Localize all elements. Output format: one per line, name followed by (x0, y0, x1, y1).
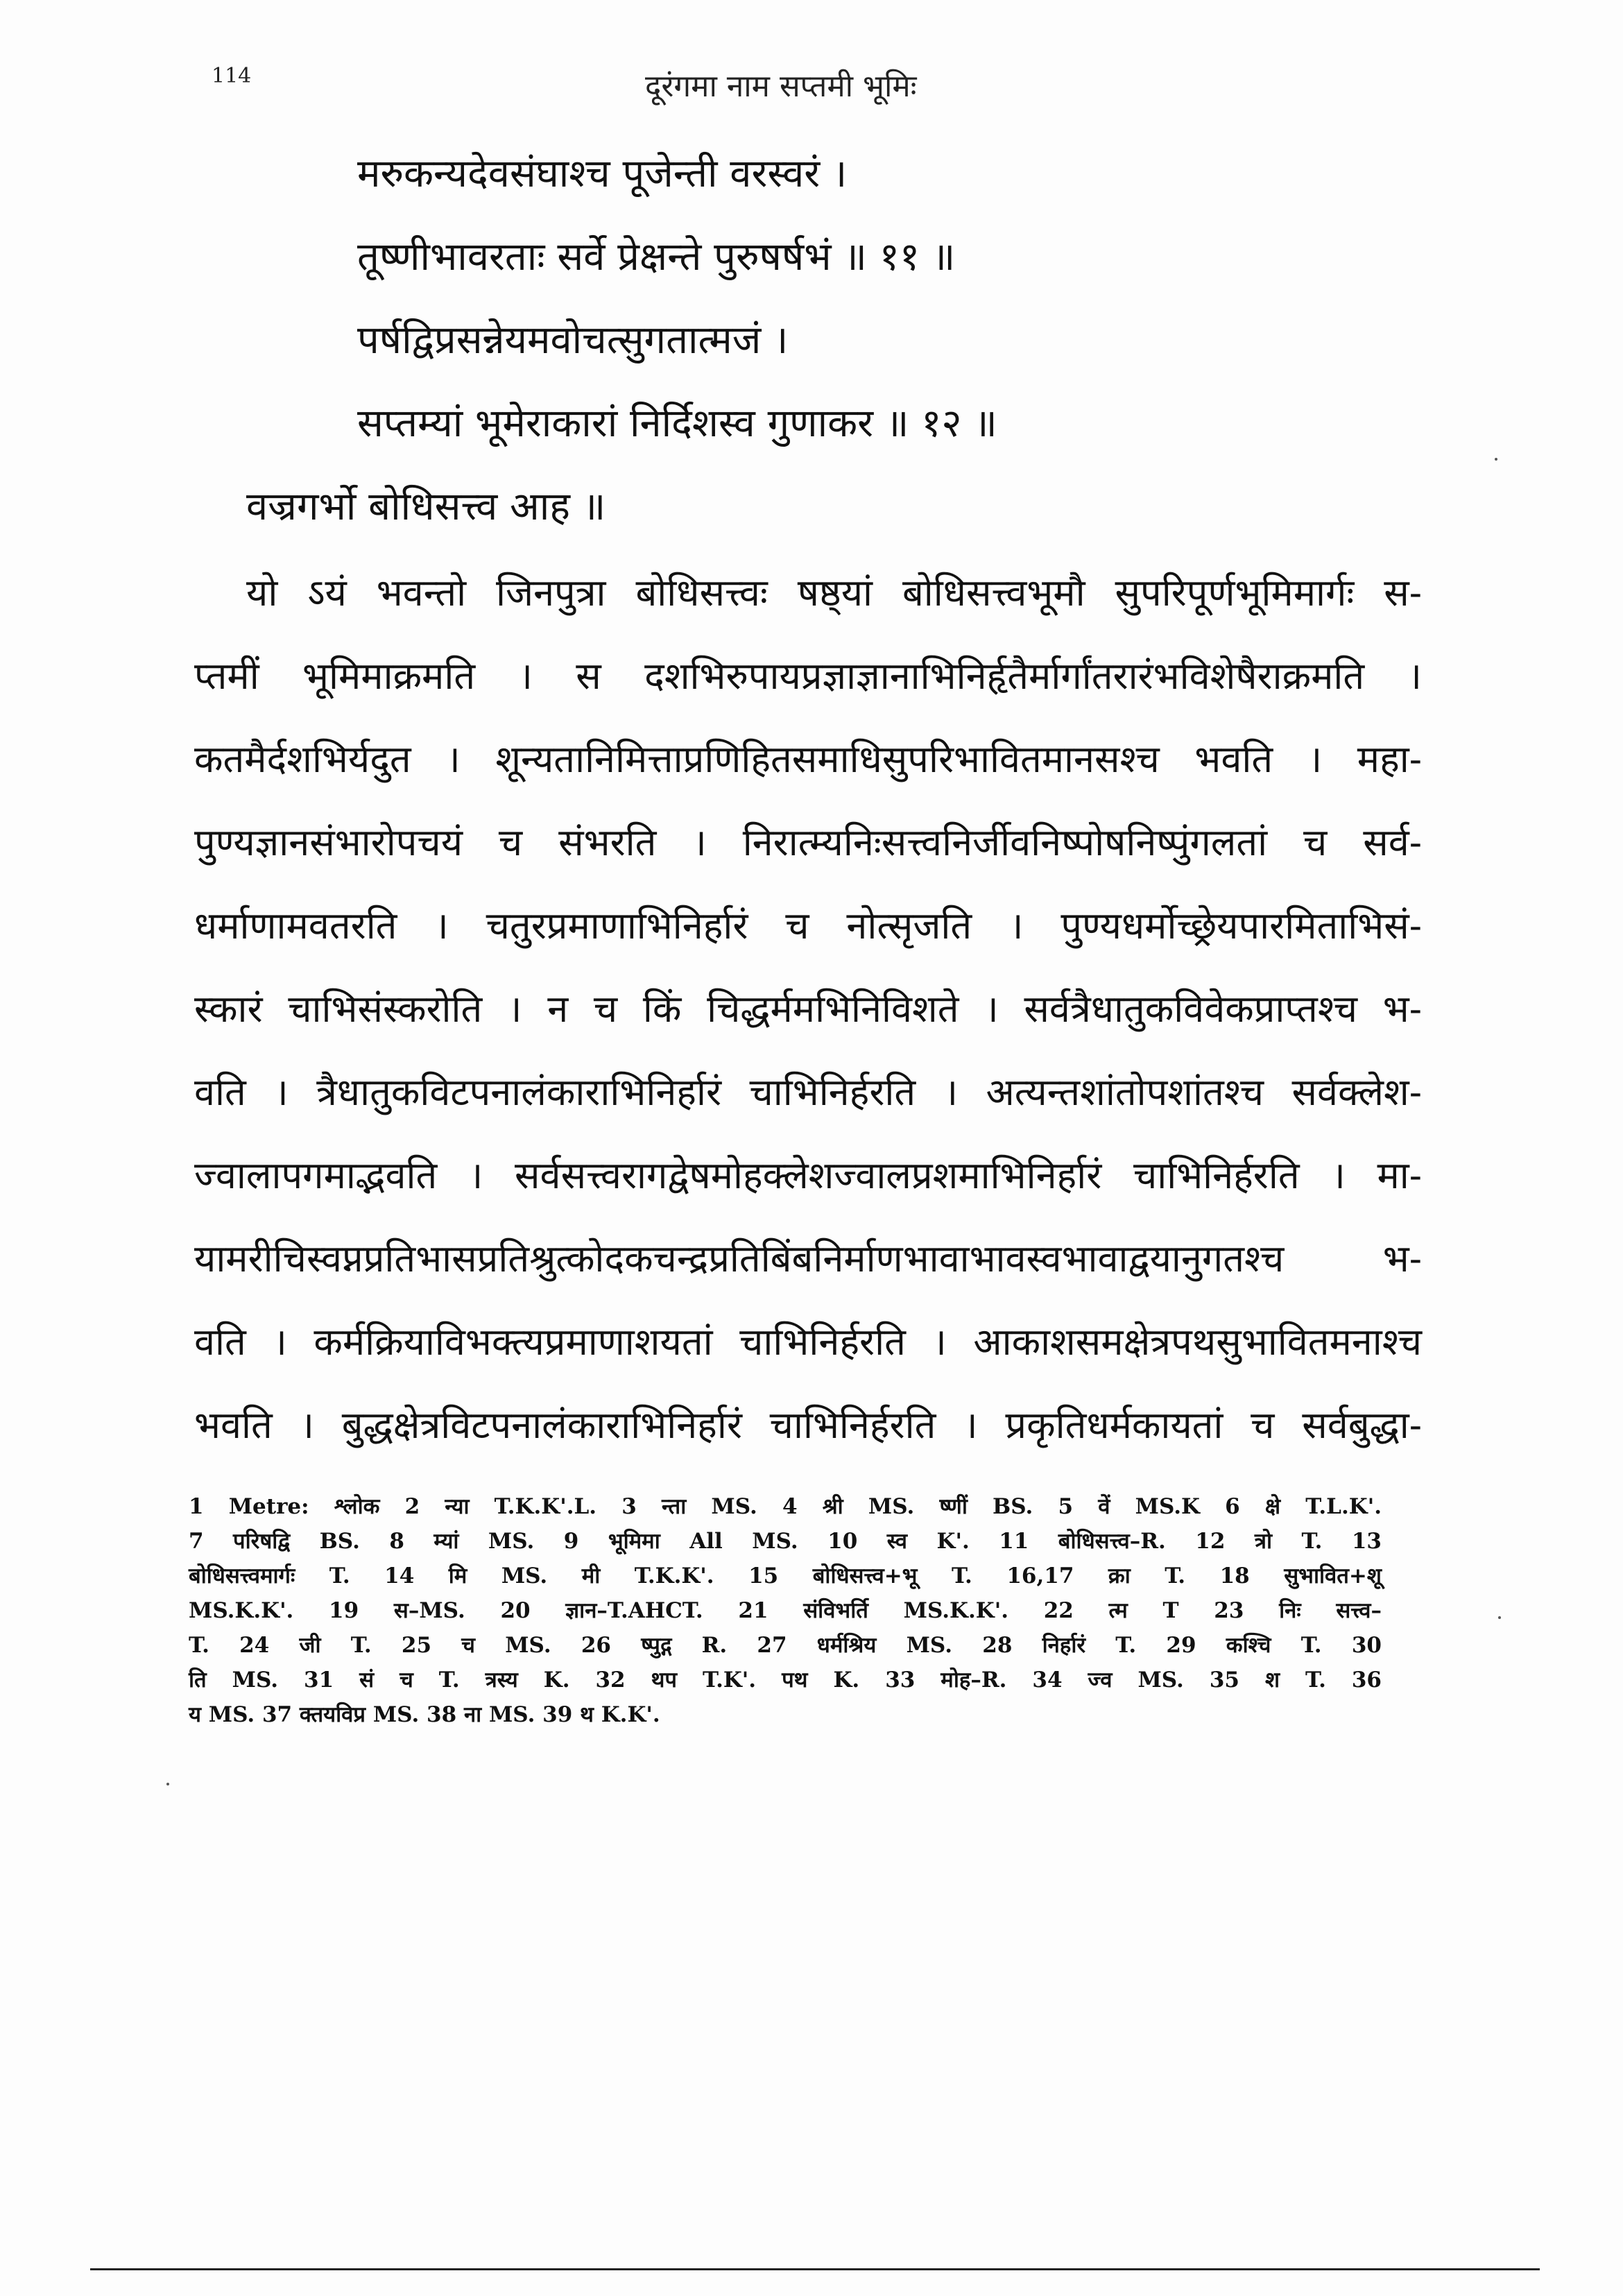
footnote-line: T. 24 जी T. 25 च MS. 26 ष्पुद्ग R. 27 धर्मश्रिय MS. 28 निर्हारं T. 29 कश्चि T. 30 (189, 1633, 1382, 1658)
footnote-line: MS.K.K'. 19 स–MS. 20 ज्ञान–T.AHCT. 21 संविभर्ति MS.K.K'. 22 त्म T 23 निः सत्त्व– (189, 1598, 1382, 1623)
verse-line: तूष्णीभावरताः सर्वे प्रेक्षन्ते पुरुषर्षभं ॥ ११ ॥ (357, 234, 956, 280)
running-head: दूरंगमा नाम सप्तमी भूमिः (645, 69, 917, 104)
footnote-line: बोधिसत्त्वमार्गः T. 14 मि MS. मी T.K.K'. 15 बोधिसत्त्व+भू T. 16,17 क्रा T. 18 सुभावित+शू (189, 1563, 1382, 1588)
footnote-line: य MS. 37 क्तयविप्र MS. 38 ना MS. 39 थ K.K'. (189, 1702, 660, 1727)
verse-line: सप्तम्यां भूमेराकारां निर्दिशस्व गुणाकर ॥ १२ ॥ (357, 401, 997, 446)
prose-line: भवति । बुद्धक्षेत्रविटपनालंकाराभिनिर्हारं चाभिनिर्हरति । प्रकृतिधर्मकायतां च सर्वबुद्धा- (194, 1403, 1422, 1447)
footnote-line: 7 परिषद्वि BS. 8 म्यां MS. 9 भूमिमा All MS. 10 स्व K'. 11 बोधिसत्त्व–R. 12 त्रो T. 13 (189, 1529, 1382, 1554)
scan-speck (166, 1783, 169, 1785)
speaker-line: वज्रगर्भो बोधिसत्त्व आह ॥ (246, 484, 606, 529)
page-number: 114 (212, 64, 252, 88)
bottom-rule (90, 2268, 1540, 2270)
verse-line: पर्षद्विप्रसन्नेयमवोचत्सुगतात्मजं । (357, 318, 789, 363)
prose-line: पुण्यज्ञानसंभारोपचयं च संभरति । निरात्म्यनिःसत्त्वनिर्जीवनिष्पोषनिष्पुंगलतां च सर्व- (194, 821, 1422, 864)
prose-line: वति । कर्मक्रियाविभक्त्यप्रमाणाशयतां चाभिनिर्हरति । आकाशसमक्षेत्रपथसुभावितमनाश्च (194, 1320, 1422, 1364)
prose-line: स्कारं चाभिसंस्करोति । न च किं चिद्धर्ममभिनिविशते । सर्वत्रैधातुकविवेकप्राप्तश्च भ- (194, 987, 1422, 1031)
verse-line: मरुकन्यदेवसंघाश्च पूजेन्ती वरस्वरं । (357, 151, 848, 196)
prose-line: यो ऽयं भवन्तो जिनपुत्रा बोधिसत्त्वः षष्ठ्यां बोधिसत्त्वभूमौ सुपरिपूर्णभूमिमार्गः स- (246, 571, 1422, 615)
prose-line: वति । त्रैधातुकविटपनालंकाराभिनिर्हारं चाभिनिर्हरति । अत्यन्तशांतोपशांतश्च सर्वक्लेश- (194, 1070, 1422, 1114)
prose-line: यामरीचिस्वप्नप्रतिभासप्रतिश्रुत्कोदकचन्द्रप्रतिबिंबनिर्माणभावाभावस्वभावाद्वयानुगतश्च भ- (194, 1237, 1422, 1280)
scan-speck (1495, 458, 1497, 461)
scan-speck (1498, 1616, 1501, 1619)
footnote-line: 1 Metre: श्लोक 2 न्या T.K.K'.L. 3 न्ता MS. 4 श्री MS. ष्णीं BS. 5 वें MS.K 6 क्षे T.L.K'. (189, 1494, 1382, 1519)
prose-line: प्तमीं भूमिमाक्रमति । स दशभिरुपायप्रज्ञाज्ञानाभिनिर्हृतैर्मार्गांतरारंभविशेषैराक्रमति । (194, 654, 1422, 698)
prose-line: कतमैर्दशभिर्यदुत । शून्यतानिमित्ताप्रणिहितसमाधिसुपरिभावितमानसश्च भवति । महा- (194, 737, 1422, 781)
prose-line: धर्माणामवतरति । चतुरप्रमाणाभिनिर्हारं च नोत्सृजति । पुण्यधर्मोच्छ्रेयपारमिताभिसं- (194, 904, 1422, 948)
footnote-line: ति MS. 31 सं च T. त्रस्य K. 32 थप T.K'. पथ K. 33 मोह–R. 34 ज्व MS. 35 श T. 36 (189, 1668, 1382, 1693)
prose-line: ज्वालापगमाद्भवति । सर्वसत्त्वरागद्वेषमोहक्लेशज्वालप्रशमाभिनिर्हारं चाभिनिर्हरति । मा- (194, 1154, 1422, 1197)
